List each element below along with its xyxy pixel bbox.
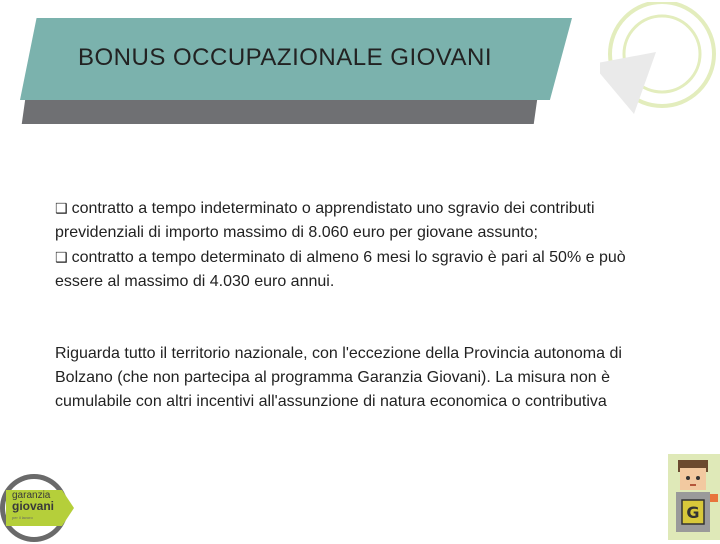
checkbox-bullet-icon: ❑: [55, 249, 68, 265]
body-paragraph: Riguarda tutto il territorio nazionale, con l'eccezione della Provincia autonoma di Bolzano (che non partecipa al programma Garanzia Giovani). La misura non è cumulabile con altri incentivi all'assunzione di natura economica o contributiva: [55, 345, 622, 410]
bullet-item: ❑ contratto a tempo indeterminato o apprendistato uno sgravio dei contributi previdenziali di importo massimo di 8.060 euro per giovane assunto;: [55, 200, 595, 241]
mascot-badge: G: [686, 503, 700, 522]
spacer: [55, 294, 675, 342]
logo-line1: garanzia: [12, 490, 51, 501]
mascot-character-icon: [668, 454, 720, 540]
slide-title: BONUS OCCUPAZIONALE GIOVANI: [78, 44, 493, 71]
logo-text: [12, 490, 54, 523]
decorative-rings-icon: [600, 2, 718, 120]
bullet-item: ❑ contratto a tempo determinato di almeno 6 mesi lo sgravio è pari al 50% e può essere al massimo di 4.030 euro annui.: [55, 249, 626, 290]
checkbox-bullet-icon: ❑: [55, 200, 68, 216]
logo-line2: giovani: [12, 499, 55, 513]
logo-tagline: per il lavoro: [12, 515, 33, 520]
slide-body: [55, 196, 675, 414]
